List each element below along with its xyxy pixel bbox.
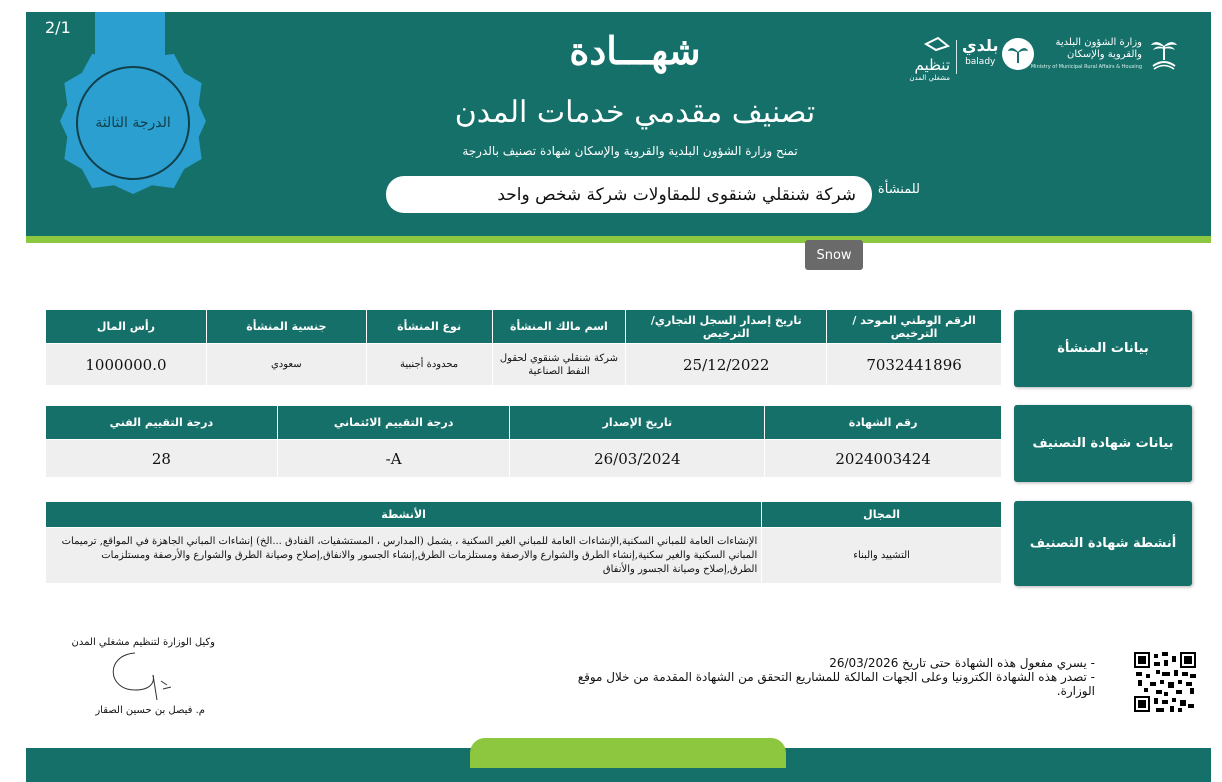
entity-type-value: محدودة أجنبية xyxy=(366,344,492,386)
certificate-subtitle: تصنيف مقدمي خدمات المدن xyxy=(454,95,816,130)
certificate-title: شهـــادة xyxy=(569,28,701,73)
certificate-notes xyxy=(560,656,1095,698)
nationality-value: سعودي xyxy=(206,344,366,386)
header-divider xyxy=(26,236,1211,243)
header-capital: رأس المال xyxy=(46,310,207,344)
owner-name-value: شركة شنقلي شنقوي لحقول النفط الصناعية xyxy=(492,344,626,386)
signatory-name: م. فيصل بن حسين الصقار xyxy=(95,705,205,716)
validity-note: - يسري مفعول هذه الشهادة حتى تاريخ 26/03/2026 xyxy=(829,656,1095,670)
field-value: التشييد والبناء xyxy=(762,528,1002,584)
unified-number-value: 7032441896 xyxy=(827,344,1002,386)
certificate-caption: تمنح وزارة الشؤون البلدية والقروية والإسكان شهادة تصنيف بالدرجة xyxy=(462,144,798,158)
ministry-english: Ministry of Municipal Rural Affairs & Housing xyxy=(1030,64,1142,70)
activities-section-label: أنشطة شهادة التصنيف xyxy=(1014,501,1192,586)
header-owner-name: اسم مالك المنشأة xyxy=(492,310,626,344)
certificate-section-label: بيانات شهادة التصنيف xyxy=(1014,405,1192,482)
technical-rating-value: 28 xyxy=(46,440,278,478)
header-credit-rating: درجة التقييم الائتماني xyxy=(277,406,510,440)
logo-separator xyxy=(956,40,957,74)
entity-name-field: شركة شنقلي شنقوى للمقاولات شركة شخص واحد xyxy=(386,176,872,213)
entity-section-label: بيانات المنشأة xyxy=(1014,310,1192,387)
tanzeem-sub: مشغلي المدن xyxy=(909,74,950,82)
balady-logo xyxy=(962,38,1034,70)
certificate-number-value: 2024003424 xyxy=(765,440,1002,478)
header-cr-date: تاريخ إصدار السجل التجاري/ الترخيص xyxy=(626,310,827,344)
header-technical-rating: درجة التقييم الفني xyxy=(46,406,278,440)
grade-badge xyxy=(76,66,190,180)
header-entity-type: نوع المنشأة xyxy=(366,310,492,344)
verification-note: - تصدر هذه الشهادة الكترونيا وعلى الجهات المالكة للمشاريع التحقق من الشهادة المقدمة من خلال موقع الوزارة. xyxy=(577,670,1095,698)
ministry-logo xyxy=(1031,36,1180,74)
tanzeem-arrow-icon xyxy=(924,36,950,52)
entity-label: للمنشأة xyxy=(877,182,920,197)
footer-accent xyxy=(470,738,786,768)
capital-value: 1000000.0 xyxy=(46,344,207,386)
activities-table xyxy=(45,501,1002,584)
credit-rating-value: A- xyxy=(277,440,510,478)
header-nationality: جنسية المنشأة xyxy=(206,310,366,344)
tanzeem-logo xyxy=(880,36,950,82)
header-field: المجال xyxy=(762,502,1002,528)
qr-code-icon[interactable] xyxy=(1134,652,1196,712)
ministry-line1: وزارة الشؤون البلدية xyxy=(1055,37,1142,48)
activities-value: الإنشاءات العامة للمباني السكنية,الإنشاءات العامة للمباني الغير السكنية ، يشمل (المدارس ، المستشفيات، الفنادق ...الخ) إنشاءات المباني الجاهزة في المواقع, ترميمات المباني السكنية والغير سكنية,إنشاء الطرق والشوارع والارصفة ومستلزمات الطرق,إنشاء الجسور والانفاق,إصلاح وصيانة الطرق والشوارع والأرصفة ومستلزمات الطرق,إصلاح وصيانة الجسور والأنفاق xyxy=(46,528,762,584)
signatory-title: وكيل الوزارة لتنظيم مشغلي المدن xyxy=(71,637,215,648)
snow-button[interactable]: Snow xyxy=(805,240,863,270)
logos-bar xyxy=(880,36,1180,86)
entity-table xyxy=(45,309,1002,386)
issue-date-value: 26/03/2024 xyxy=(510,440,765,478)
header-issue-date: تاريخ الإصدار xyxy=(510,406,765,440)
certificate-table xyxy=(45,405,1002,478)
header-certificate-number: رقم الشهادة xyxy=(765,406,1002,440)
grade-badge-text: الدرجة الثالثة xyxy=(95,115,171,131)
balady-english: balady xyxy=(965,57,996,67)
tanzeem-main: تنظيم xyxy=(914,56,950,74)
page-indicator: 2/1 xyxy=(45,18,71,37)
balady-arabic: بلدي xyxy=(962,36,999,55)
balady-palm-icon xyxy=(1002,38,1034,70)
header-activities: الأنشطة xyxy=(46,502,762,528)
header-unified-number: الرقم الوطني الموحد /الترخيص xyxy=(827,310,1002,344)
cr-date-value: 25/12/2022 xyxy=(626,344,827,386)
signature-icon xyxy=(95,645,205,705)
ministry-line2: والقروية والإسكان xyxy=(1067,49,1142,60)
palm-swords-emblem-icon xyxy=(1148,36,1180,74)
